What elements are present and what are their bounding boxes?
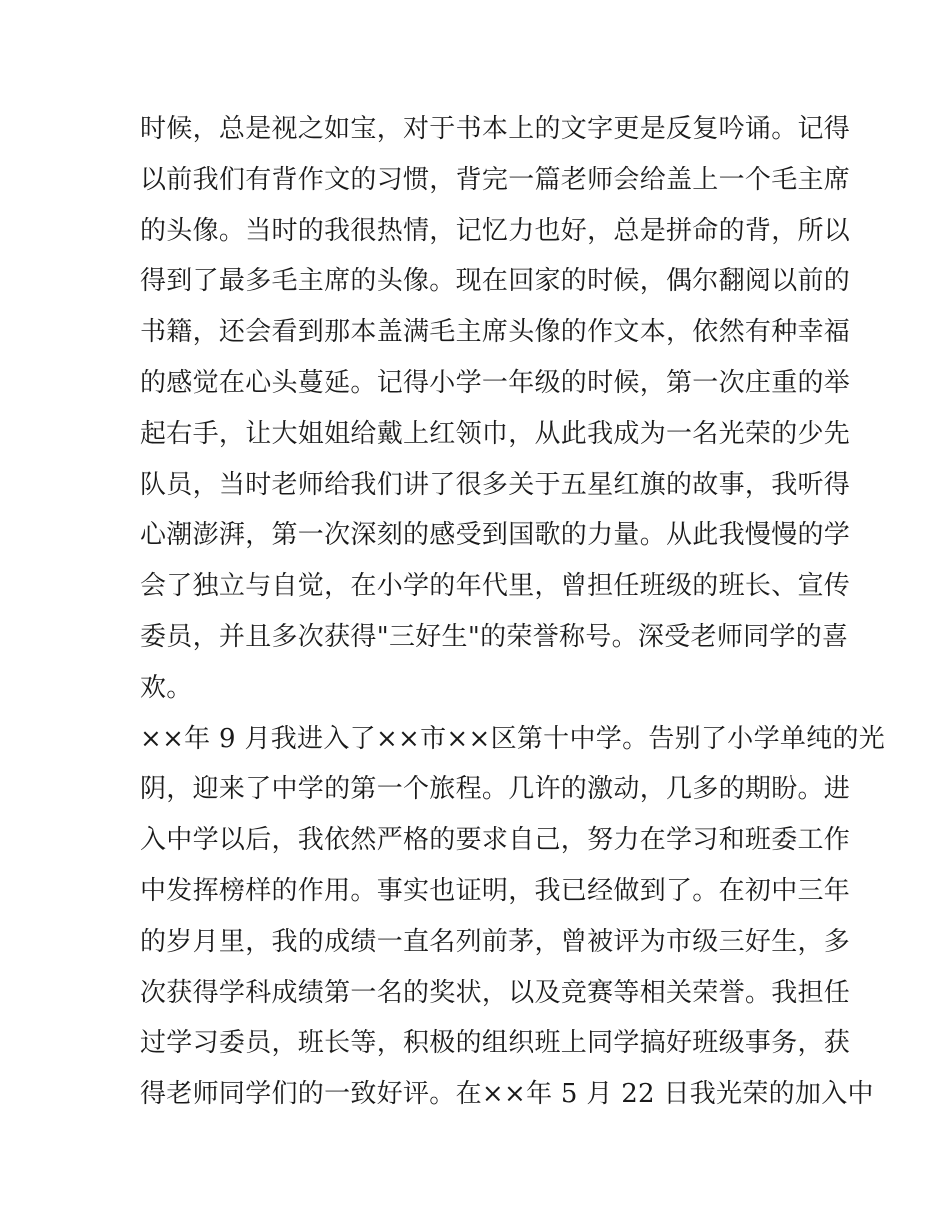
text-line: 中发挥榜样的作用。事实也证明，我已经做到了。在初中三年: [140, 875, 851, 906]
text-line: 得到了最多毛主席的头像。现在回家的时候，偶尔翻阅以前的: [140, 266, 851, 297]
document-body: [140, 104, 886, 1120]
text-line: 委员，并且多次获得"三好生"的荣誉称号。深受老师同学的喜: [140, 621, 849, 652]
text-line: 的头像。当时的我很热情，记忆力也好，总是拼命的背，所以: [140, 215, 851, 246]
text-line: 心潮澎湃，第一次深刻的感受到国歌的力量。从此我慢慢的学: [140, 520, 851, 551]
text-line: 会了独立与自觉，在小学的年代里，曾担任班级的班长、宣传: [140, 571, 851, 602]
text-line: 的感觉在心头蔓延。记得小学一年级的时候，第一次庄重的举: [140, 367, 851, 398]
text-line: ××年 9 月我进入了××市××区第十中学。告别了小学单纯的光: [140, 723, 886, 754]
text-line: 次获得学科成绩第一名的奖状，以及竞赛等相关荣誉。我担任: [140, 977, 851, 1008]
text-line: 以前我们有背作文的习惯，背完一篇老师会给盖上一个毛主席: [140, 164, 851, 195]
text-line: 阴，迎来了中学的第一个旅程。几许的激动，几多的期盼。进: [140, 774, 851, 805]
text-line: 书籍，还会看到那本盖满毛主席头像的作文本，依然有种幸福: [140, 317, 851, 348]
text-line: 的岁月里，我的成绩一直名列前茅，曾被评为市级三好生，多: [140, 926, 851, 957]
text-line: 队员，当时老师给我们讲了很多关于五星红旗的故事，我听得: [140, 469, 851, 500]
text-line: 时候，总是视之如宝，对于书本上的文字更是反复吟诵。记得: [140, 114, 851, 144]
text-line: 起右手，让大姐姐给戴上红领巾，从此我成为一名光荣的少先: [140, 418, 851, 449]
text-line: 欢。: [140, 672, 193, 703]
text-line: 过学习委员，班长等，积极的组织班上同学搞好班级事务，获: [140, 1028, 851, 1059]
text-line: 入中学以后，我依然严格的要求自己，努力在学习和班委工作: [140, 825, 851, 856]
text-line: 得老师同学们的一致好评。在××年 5 月 22 日我光荣的加入中: [140, 1079, 874, 1110]
